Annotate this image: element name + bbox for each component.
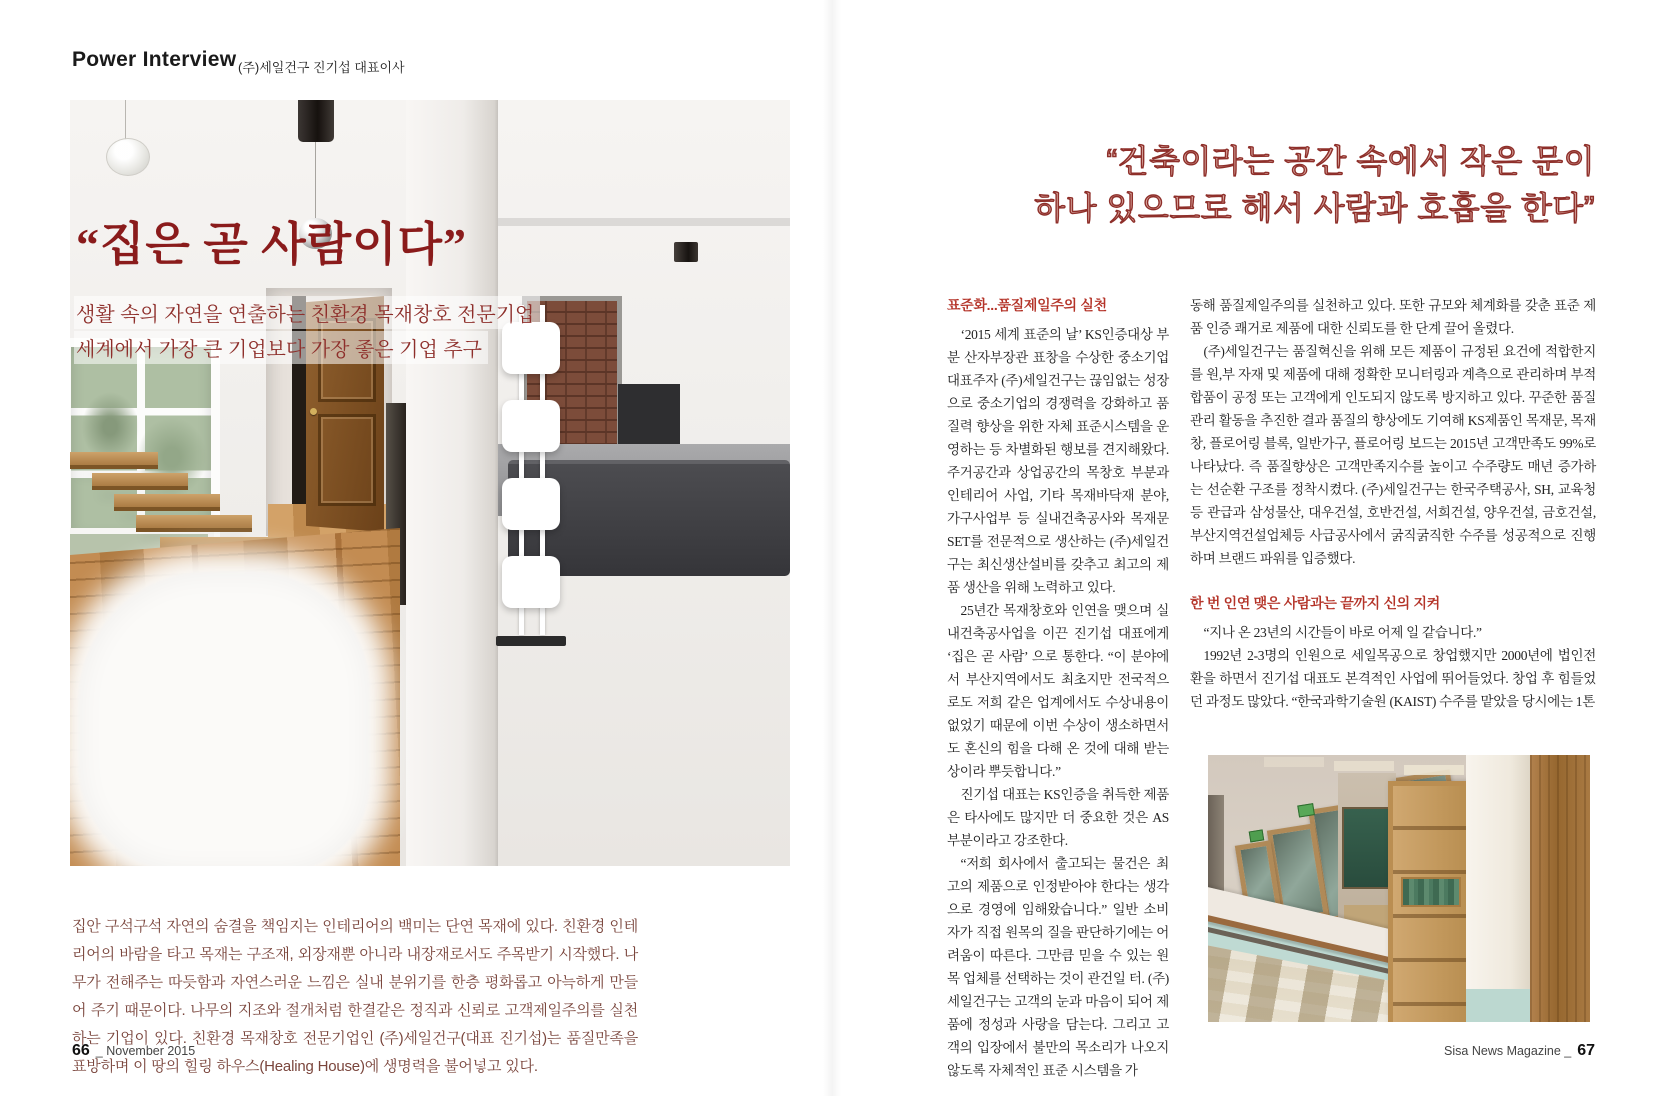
glass-pendant-lamp xyxy=(106,138,150,176)
body-paragraph: “저희 회사에서 출고되는 물건은 최고의 제품으로 인정받아야 한다는 생각으로 경영에 임해왔습니다.” 일반 소비자가 직접 원목의 질을 판단하기에는 어려움이 따른다. 그만큼 믿을 수 있는 원목 업체를 선택하는 것이 관건일 터. (주)세일건구는 고객의 눈과 마음이 되어 제품에 정성과 사랑을 담는다. 그리고 고객의 입장에서 불만의 목소리가 나오지 않도록 자체적인 표준 시스템을 가 xyxy=(947,856,1169,1078)
wooden-door-frame xyxy=(1530,755,1590,1022)
door-handle xyxy=(310,408,317,415)
section-heading-trust: 한 번 인연 맺은 사람과는 끝까지 신의 지켜 xyxy=(1190,595,1440,611)
floor-lamp-panel xyxy=(502,400,560,452)
door-glass-slot xyxy=(1401,877,1461,907)
article-column-1 xyxy=(947,294,1169,1082)
classroom-sign xyxy=(1249,829,1265,842)
corridor-photo xyxy=(1208,755,1590,1022)
section-heading-standardization: 표준화...품질제일주의 실천 xyxy=(947,297,1107,313)
stair-step xyxy=(136,515,252,532)
intro-paragraph: 집안 구석구석 자연의 숨결을 책임지는 인테리어의 백미는 단연 목재에 있다. 친환경 인테리어의 바람을 타고 목재는 구조재, 외장재뿐 아니라 내장재로서도 주목받기 시작했다. 나무가 전해주는 따듯함과 자연스러운 느낌은 실내 분위기를 한층 평화롭고 아늑하게 만들어 주기 때문이다. 나무의 지조와 절개처럼 한결같은 정직과 신뢰로 고객제일주의를 실천하는 기업이 있다. 친환경 목재창호 전문기업인 (주)세일건구(대표 진기섭)는 품질만족을 표방하며 이 땅의 힐링 하우스(Healing House)에 생명력을 불어넣고 있다. xyxy=(72,918,638,1075)
body-paragraph: ‘2015 세계 표준의 날’ KS인증대상 부분 산자부장관 표창을 수상한 중소기업 대표주자 (주)세일건구는 끊임없는 성장으로 중소기업의 경쟁력을 강화하고 품질력 향상을 위한 자체 표준시스템을 운영하는 등 차별화된 행보를 견지해왔다. 주거공간과 상업공간의 목창호 부분과 인테리어 사업, 기타 목재바닥재 분야, 가구사업부 등 실내건축공사와 목재문 SET를 전문적으로 생산하는 (주)세일건구는 최신생산설비를 갖추고 최고의 제품 생산을 위해 노력하고 있다. xyxy=(947,327,1169,595)
body-paragraph: (주)세일건구는 품질혁신을 위해 모든 제품이 규정된 요건에 적합한지를 원,부 자재 및 제품에 대해 정확한 모니터링과 계측으로 관리하며 부적합품이 공정 또는 고객에게 인도되지 않도록 방지하고 있다. 꾸준한 품질관리 활동을 추진한 결과 품질의 향상에도 기여해 KS제품인 목재문, 목재창, 플로어링 블록, 일반가구, 플로어링 보드는 2015년 고객만족도 99%로 나타났다. 즉 품질향상은 고객만족지수를 높이고 수주량도 매년 증가하는 선순환 구조를 정착시켰다. (주)세일건구는 한국주택공사, SH, 교육청등 관급과 삼성물산, 대우건설, 호반건설, 서희건설, 양우건설, 금호건설, 부산지역건설업체등 사급공사에서 굵직굵직한 수주를 성공적으로 진행하며 브랜드 파워를 입증했다. xyxy=(1190,344,1596,566)
page-gutter-shadow xyxy=(823,0,841,1096)
right-footer-label: Sisa News Magazine _ xyxy=(1444,1044,1572,1058)
ceiling-spotlight xyxy=(674,242,698,262)
stair-step xyxy=(114,494,220,511)
stair-step xyxy=(92,473,188,490)
body-paragraph: 25년간 목재창호와 인연을 맺으며 실내건축공사업을 이끈 진기섭 대표에게 ‘집은 곧 사람’ 으로 통한다. “이 분야에서 부산지역에서도 최초지만 전국적으로도 저희 같은 업계에서도 수상내용이 없었기 때문에 이번 수상이 생소하면서도 혼신의 힘을 다해 온 것에 대해 받는 상이라 뿌듯합니다.” xyxy=(947,603,1169,779)
body-paragraph: 진기섭 대표는 KS인증을 취득한 제품은 타사에도 많지만 더 중요한 것은 AS부분이라고 강조한다. xyxy=(947,787,1169,848)
floor-lamp-panel xyxy=(502,478,560,530)
pull-quote-line2: 하나 있으므로 해서 사람과 호흡을 한다” xyxy=(1034,190,1595,226)
body-paragraph: 1992년 2-3명의 인원으로 세일목공으로 창업했지만 2000년에 법인전환을 하면서 진기섭 대표도 본격적인 사업에 뛰어들었다. 창업 후 힘들었던 과정도 많았다. “한국과학기술원 (KAIST) 수주를 맡았을 당시에는 1톤 xyxy=(1190,648,1596,709)
left-page-number: 66 xyxy=(72,1042,90,1059)
right-page-footer xyxy=(1444,1042,1595,1060)
floor-lamp-panel xyxy=(502,322,560,374)
body-paragraph: “지나 온 23년의 시간들이 바로 어제 일 같습니다.” xyxy=(1203,625,1482,640)
classroom-sign xyxy=(1297,803,1315,817)
interior-photo xyxy=(70,100,790,866)
article-column-2 xyxy=(1190,294,1596,713)
pendant-cord xyxy=(125,100,126,140)
door-panel-bottom xyxy=(318,414,376,506)
article-headline: “집은 곧 사람이다” xyxy=(76,219,468,270)
white-wall-pillar xyxy=(1466,755,1530,1022)
article-subhead-line1: 생활 속의 자연을 연출하는 친환경 목재창호 전문기업 xyxy=(74,296,540,329)
protective-tape-strip xyxy=(1404,765,1464,775)
ceiling-lamp xyxy=(298,100,334,142)
left-page-footer xyxy=(72,1042,195,1060)
left-footer-label: _ November 2015 xyxy=(95,1044,196,1058)
floor-lamp-panel xyxy=(502,556,560,608)
page-title: Power Interview xyxy=(72,48,237,71)
pull-quote-line1: “건축이라는 공간 속에서 작은 문이 xyxy=(1106,143,1595,179)
floor-lamp-base xyxy=(496,636,566,646)
stair-step xyxy=(70,452,158,469)
body-paragraph: 동해 품질제일주의를 실천하고 있다. 또한 규모와 체계화를 갖춘 표준 제품 인증 쾌거로 제품에 대한 신뢰도를 한 단계 끌어 올렸다. xyxy=(1190,298,1596,336)
right-page-number: 67 xyxy=(1577,1042,1595,1059)
article-subhead-line2: 세계에서 가장 큰 기업보다 가장 좋은 기업 추구 xyxy=(74,331,488,364)
shag-rug xyxy=(78,572,370,866)
header-subtitle: (주)세일건구 진기섭 대표이사 xyxy=(238,60,405,75)
pull-quote xyxy=(935,138,1595,232)
pillar-mint-base xyxy=(1466,989,1530,1022)
